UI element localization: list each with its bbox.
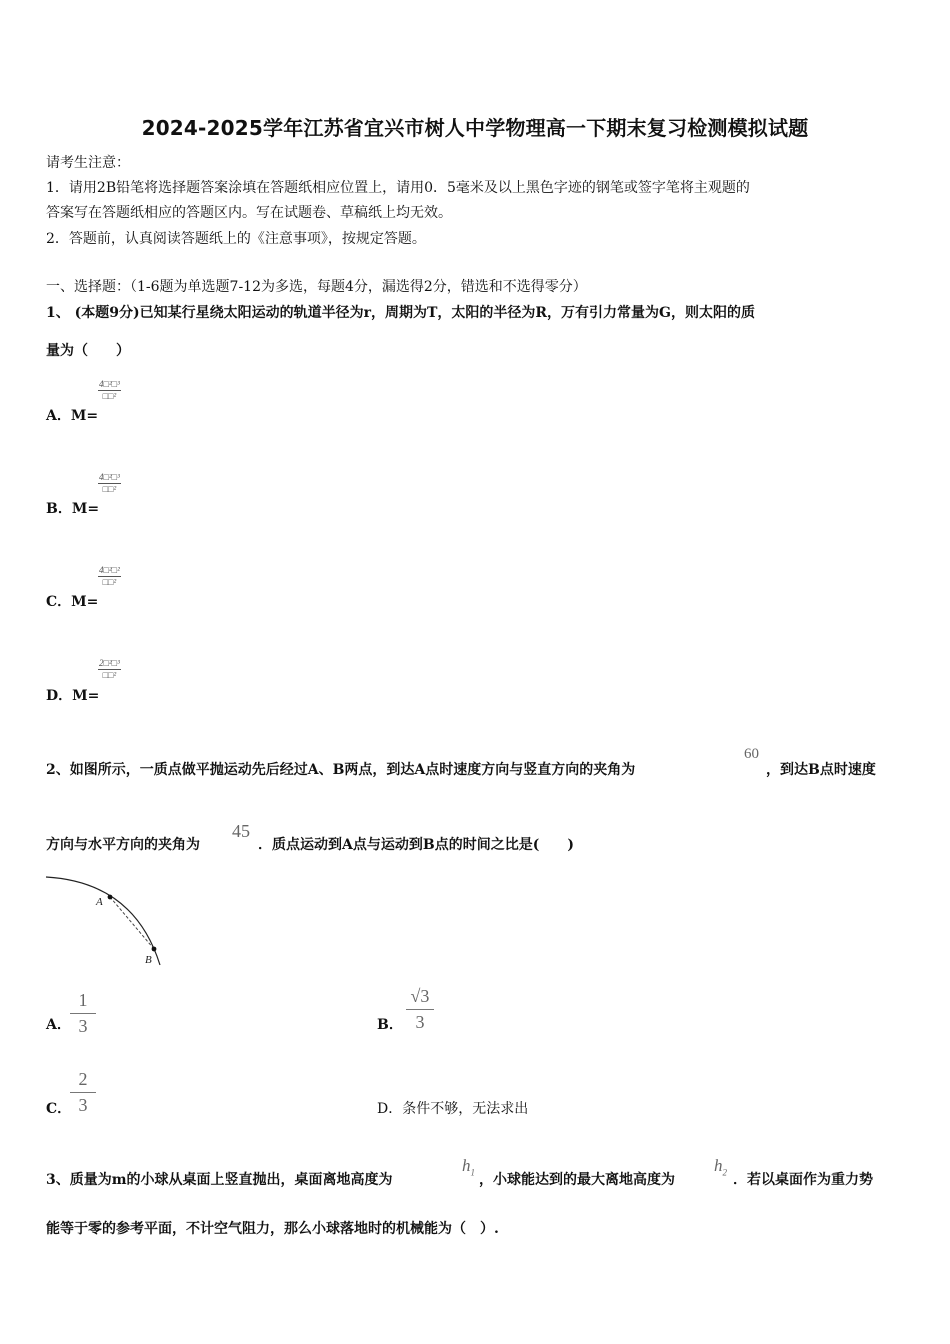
q3-stem-part4: 能等于零的参考平面，不计空气阻力，那么小球落地时的机械能为（ ）. — [46, 1221, 499, 1237]
q1-stem: 1、 (本题9分)已知某行星绕太阳运动的轨道半径为r，周期为T，太阳的半径为R，万有引力常量为G，则太阳的质 — [46, 305, 755, 321]
point-a — [108, 895, 113, 900]
notice-item-1-cont: 答案写在答题纸相应的答题区内。写在试题卷、草稿纸上均无效。 — [46, 205, 452, 221]
label-b: B — [145, 954, 152, 966]
trajectory-figure — [44, 872, 169, 968]
q1-option-c-formula: 4□²□² □□² — [99, 565, 120, 587]
q1-option-d-label: D．M= — [46, 688, 100, 704]
q1-option-a-formula: 4□²□³ □□² — [99, 379, 120, 401]
notice-item-1: 1．请用2B铅笔将选择题答案涂填在答题纸相应位置上，请用0．5毫米及以上黑色字迹的钢笔或签字笔将主观题的 — [46, 180, 750, 196]
q2-stem-part3: 方向与水平方向的夹角为 — [46, 837, 200, 853]
q3-stem-part1: 3、质量为m的小球从桌面上竖直抛出，桌面离地高度为 — [46, 1172, 393, 1188]
q2-option-d: D．条件不够，无法求出 — [377, 1101, 529, 1117]
q1-option-a-label: A．M= — [46, 408, 99, 424]
q2-angle-60: 60 — [744, 746, 759, 762]
q2-stem-part4: ．质点运动到A点与运动到B点的时间之比是( ) — [258, 837, 574, 853]
q2-option-c-label: C． — [46, 1101, 72, 1117]
q3-stem-part3: ．若以桌面作为重力势 — [733, 1172, 873, 1188]
q1-option-c-label: C．M= — [46, 594, 99, 610]
section-heading: 一、选择题：（1-6题为单选题7-12为多选，每题4分，漏选得2分，错选和不选得零分） — [46, 279, 587, 295]
point-b — [152, 947, 157, 952]
q2-stem-part1: 2、如图所示，一质点做平抛运动先后经过A、B两点，到达A点时速度方向与竖直方向的夹角为 — [46, 762, 636, 778]
q2-stem-part2: ，到达B点时速度 — [766, 762, 876, 778]
q2-option-b-label: B． — [377, 1017, 403, 1033]
q1-option-b-label: B．M= — [46, 501, 100, 517]
q2-angle-45: 45 — [232, 821, 250, 841]
q3-h1: $h_1$ — [462, 1156, 475, 1178]
q2-option-b-value: √3 3 — [406, 986, 434, 1033]
page-title: 2024-2025学年江苏省宜兴市树人中学物理高一下期末复习检测模拟试题 — [141, 116, 809, 140]
q1-option-d-formula: 2□²□³ □□² — [99, 658, 120, 680]
label-a: A — [96, 896, 103, 908]
q3-h2: $h_2$ — [714, 1156, 727, 1178]
notice-item-2: 2．答题前，认真阅读答题纸上的《注意事项》，按规定答题。 — [46, 231, 426, 247]
q3-stem-part2: ，小球能达到的最大离地高度为 — [479, 1172, 675, 1188]
q1-stem-cont: 量为（ ） — [46, 343, 130, 359]
q2-option-a-value: 1 3 — [70, 990, 96, 1037]
q2-option-c-value: 2 3 — [70, 1069, 96, 1116]
chord-line — [110, 897, 154, 949]
q1-option-b-formula: 4□²□³ □□² — [99, 472, 120, 494]
parabola-curve — [46, 877, 160, 965]
q2-option-a-label: A． — [46, 1017, 71, 1033]
notice-heading: 请考生注意： — [46, 155, 130, 171]
